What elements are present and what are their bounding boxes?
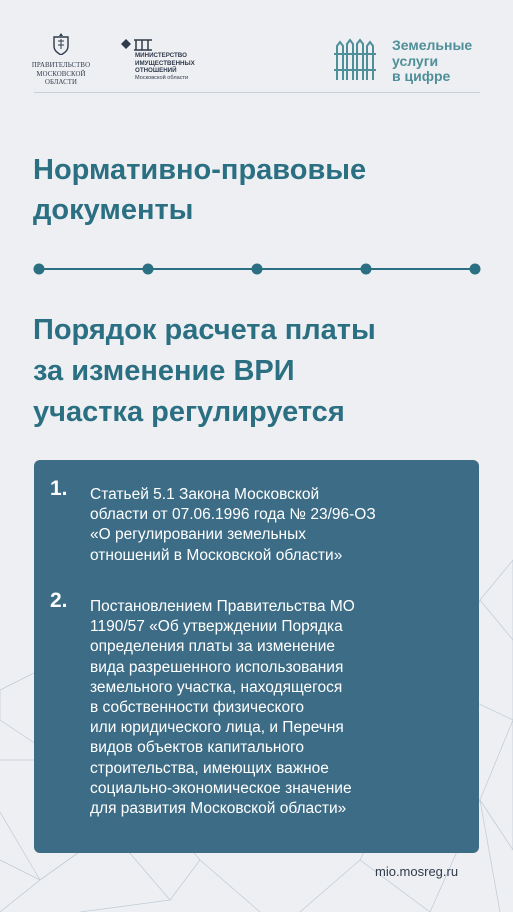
- documents-card: [34, 460, 479, 853]
- list-item-text: Статьей 5.1 Закона Московской области от 07.06.1996 года № 23/96-ОЗ «О регулировании земельных отношений в Московской области»: [90, 486, 376, 564]
- timeline-dot: [34, 264, 45, 275]
- brand-title: Земельные услуги в цифре: [392, 37, 473, 84]
- ministry-region: Московской области: [135, 75, 189, 81]
- header-divider: [34, 92, 480, 93]
- list-item-text: Постановлением Правительства МО 1190/57 «Об утверждении Порядка определения платы за изменение вида разрешенного использования земельного участка, находящегося в собственности физического или юридического лица, и Перечня видов объектов капитального строительства, имеющих важное социально-экономическое значение для развития Московской области»: [90, 598, 355, 818]
- list-item-number: 1.: [50, 477, 68, 500]
- timeline-dot: [361, 264, 372, 275]
- section-title: Нормативно-правовые документы: [33, 154, 367, 226]
- timeline-decoration: [33, 262, 481, 276]
- ministry-name: МИНИСТЕРСТВО ИМУЩЕСТВЕННЫХ ОТНОШЕНИЙ: [135, 52, 195, 75]
- ministry-emblem-icon: [120, 36, 154, 52]
- list-item-number: 2.: [50, 589, 68, 612]
- timeline-dot: [143, 264, 154, 275]
- timeline-dot: [470, 264, 481, 275]
- timeline-dot: [252, 264, 263, 275]
- government-logo: [26, 33, 96, 88]
- fence-icon: [333, 38, 377, 82]
- coat-of-arms-icon: [51, 33, 71, 55]
- website-link[interactable]: mio.mosreg.ru: [375, 864, 459, 879]
- header: [0, 0, 513, 92]
- government-name: ПРАВИТЕЛЬСТВО МОСКОВСКОЙ ОБЛАСТИ: [31, 62, 91, 87]
- page-subtitle: Порядок расчета платы за изменение ВРИ участка регулируется: [33, 314, 376, 428]
